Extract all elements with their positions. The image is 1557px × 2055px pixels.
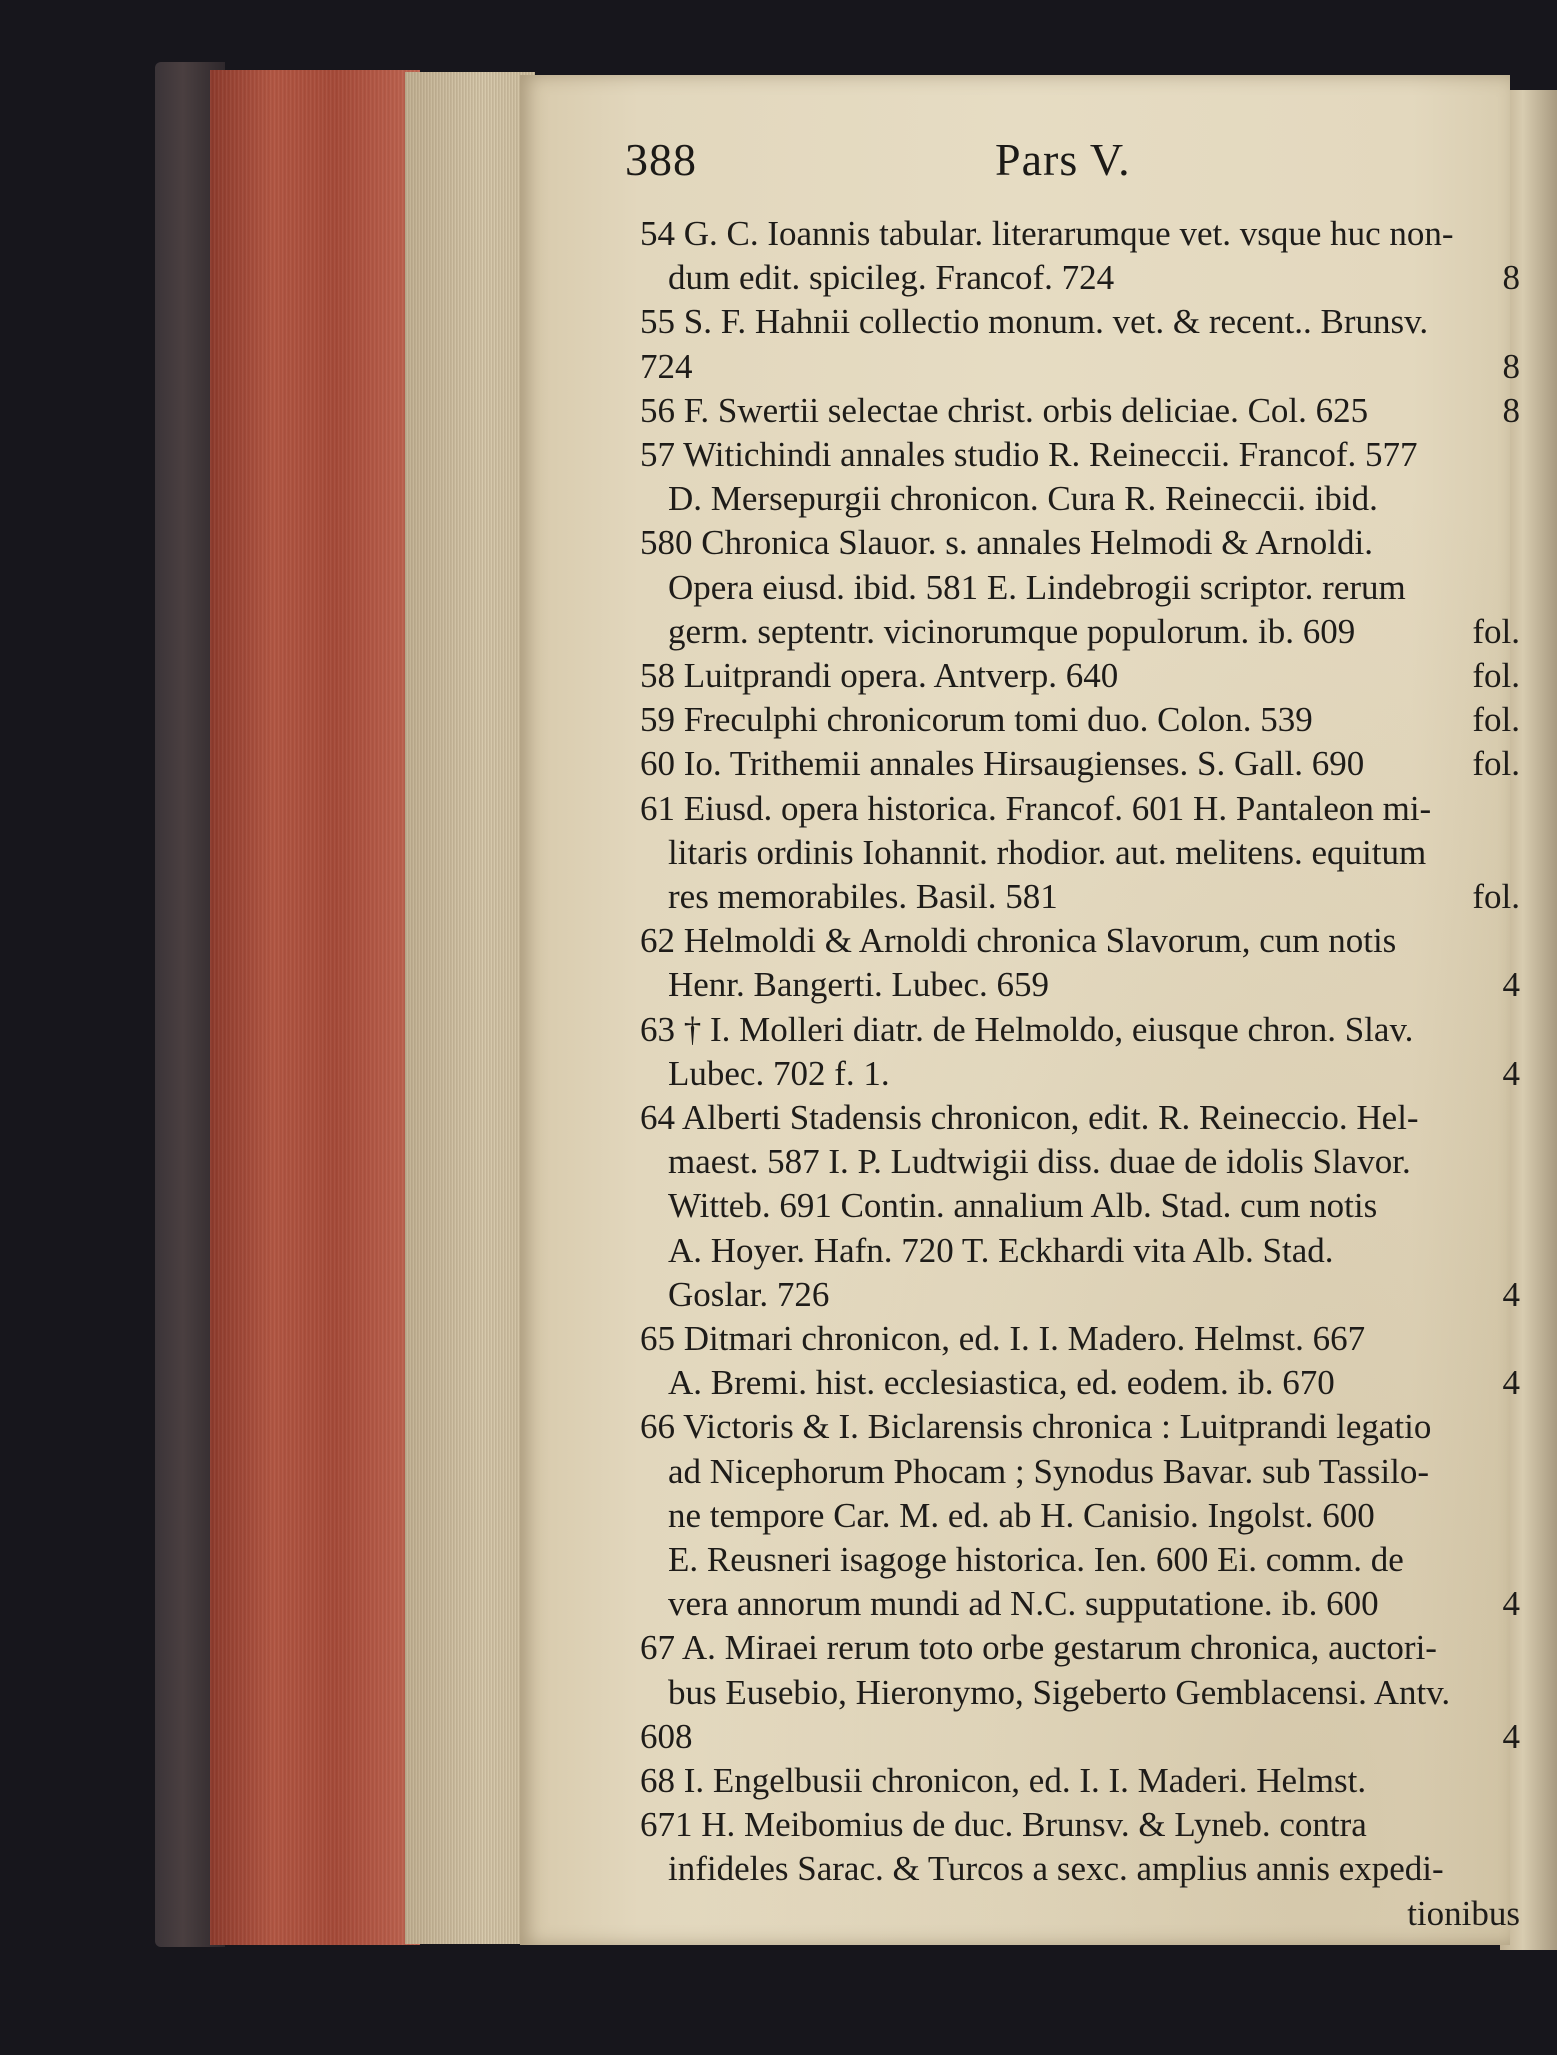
line-text: 65 Ditmari chronicon, ed. I. I. Madero. Helmst. 667 [640, 1319, 1366, 1358]
text-line [668, 1140, 1520, 1184]
text-line [668, 1229, 1520, 1273]
line-text: 60 Io. Trithemii annales Hirsaugienses. S. Gall. 690 [640, 744, 1365, 784]
line-text: A. Hoyer. Hafn. 720 T. Eckhardi vita Alb. Stad. [668, 1230, 1334, 1270]
line-text: 54 G. C. Ioannis tabular. literarumque vet. vsque huc non- [640, 214, 1454, 253]
line-text: 67 A. Miraei rerum toto orbe gestarum chronica, auctori- [640, 1628, 1437, 1668]
line-format-note: 4 [1502, 965, 1520, 1005]
line-text: 64 Alberti Stadensis chronicon, edit. R. Reineccio. Hel- [640, 1098, 1419, 1137]
line-format-note: tionibus [1407, 1893, 1520, 1933]
page-block-inner-edge [405, 72, 535, 1944]
text-line [668, 566, 1520, 610]
line-text: 66 Victoris & I. Biclarensis chronica : Luitprandi legatio [640, 1407, 1432, 1447]
text-line [668, 963, 1520, 1007]
line-format-note: 4 [1502, 1584, 1520, 1624]
text-line [640, 1008, 1520, 1052]
text-line [668, 1582, 1520, 1626]
line-text: 55 S. F. Hahnii collectio monum. vet. & recent.. Brunsv. [640, 302, 1429, 342]
text-line [668, 1052, 1520, 1096]
text-line [668, 610, 1520, 654]
line-format-note: 4 [1502, 1274, 1520, 1314]
text-line [640, 1803, 1520, 1847]
text-line [640, 742, 1520, 786]
text-line [640, 212, 1520, 256]
line-text: bus Eusebio, Hieronymo, Sigeberto Gemblacensi. Antv. [668, 1672, 1451, 1712]
text-line [668, 1538, 1520, 1582]
line-text: res memorabiles. Basil. 581 [668, 877, 1058, 916]
line-text: ad Nicephorum Phocam ; Synodus Bavar. sub Tassilo- [668, 1451, 1429, 1491]
line-format-note: 4 [1502, 1716, 1520, 1756]
text-line [640, 1405, 1520, 1449]
line-text: 62 Helmoldi & Arnoldi chronica Slavorum, cum notis [640, 921, 1397, 961]
line-text: Goslar. 726 [668, 1274, 830, 1314]
text-line [640, 300, 1520, 344]
text-line [640, 345, 1520, 389]
text-line [668, 1494, 1520, 1538]
text-line [668, 1184, 1520, 1228]
text-line [668, 477, 1520, 521]
text-line [668, 875, 1520, 919]
line-text: A. Bremi. hist. ecclesiastica, ed. eodem. ib. 670 [668, 1363, 1335, 1403]
text-line [640, 433, 1520, 477]
text-line [640, 521, 1520, 565]
line-format-note: 8 [1502, 390, 1520, 430]
text-line [640, 787, 1520, 831]
text-line [640, 1715, 1520, 1759]
line-text: 724 [640, 346, 693, 386]
line-text: Witteb. 691 Contin. annalium Alb. Stad. cum notis [668, 1186, 1378, 1226]
page-block-red-edge [210, 70, 420, 1945]
text-line [668, 831, 1520, 875]
line-text: dum edit. spicileg. Francof. 724 [668, 258, 1115, 298]
line-format-note: fol. [1472, 744, 1520, 784]
text-line [668, 1847, 1520, 1891]
line-text: Opera eiusd. ibid. 581 E. Lindebrogii scriptor. rerum [668, 567, 1406, 607]
line-text: vera annorum mundi ad N.C. supputatione. ib. 600 [668, 1584, 1379, 1624]
line-text: 56 F. Swertii selectae christ. orbis deliciae. Col. 625 [640, 390, 1369, 430]
line-format-note: fol. [1472, 611, 1520, 651]
text-line [640, 1096, 1520, 1140]
text-line [640, 389, 1520, 433]
line-text: 63 † I. Molleri diatr. de Helmoldo, eiusque chron. Slav. [640, 1009, 1414, 1049]
page-number: 388 [625, 134, 697, 185]
text-line [640, 919, 1520, 963]
line-format-note: fol. [1472, 700, 1520, 740]
line-format-note: 8 [1502, 258, 1520, 298]
line-text: infideles Sarac. & Turcos a sexc. amplius annis expedi- [668, 1849, 1444, 1889]
line-text: 61 Eiusd. opera historica. Francof. 601 H. Pantaleon mi- [640, 788, 1432, 828]
line-text: 57 Witichindi annales studio R. Reineccii. Francof. 577 [640, 435, 1418, 474]
line-text: litaris ordinis Iohannit. rhodior. aut. melitens. equitum [668, 832, 1427, 872]
line-text: Lubec. 702 f. 1. [668, 1053, 890, 1093]
line-text: Henr. Bangerti. Lubec. 659 [668, 965, 1050, 1005]
line-text: germ. septentr. vicinorumque populorum. ib. 609 [668, 611, 1356, 651]
running-head: Pars V. [995, 134, 1131, 185]
line-text: 59 Freculphi chronicorum tomi duo. Colon. 539 [640, 700, 1313, 740]
line-format-note: 8 [1502, 346, 1520, 386]
line-format-note: fol. [1472, 877, 1520, 916]
text-line [668, 1361, 1520, 1405]
text-line [668, 1892, 1520, 1936]
text-line [668, 1450, 1520, 1494]
text-line [640, 654, 1520, 698]
book-page [520, 75, 1520, 1945]
text-line [640, 698, 1520, 742]
line-format-note: 4 [1502, 1363, 1520, 1403]
text-line [668, 256, 1520, 300]
line-text: 671 H. Meibomius de duc. Brunsv. & Lyneb. contra [640, 1805, 1367, 1845]
text-line [640, 1759, 1520, 1803]
line-format-note: fol. [1472, 656, 1520, 695]
line-text: maest. 587 I. P. Ludtwigii diss. duae de idolis Slavor. [668, 1142, 1411, 1182]
text-line [668, 1273, 1520, 1317]
text-line [668, 1671, 1520, 1715]
line-text: E. Reusneri isagoge historica. Ien. 600 Ei. comm. de [668, 1540, 1404, 1579]
line-text: 608 [640, 1716, 693, 1756]
text-line [640, 1317, 1520, 1361]
line-text: ne tempore Car. M. ed. ab H. Canisio. Ingolst. 600 [668, 1495, 1375, 1535]
line-text: 58 Luitprandi opera. Antverp. 640 [640, 656, 1119, 695]
line-text: 68 I. Engelbusii chronicon, ed. I. I. Maderi. Helmst. [640, 1761, 1367, 1800]
line-text: D. Mersepurgii chronicon. Cura R. Reineccii. ibid. [668, 479, 1378, 519]
line-text: 580 Chronica Slauor. s. annales Helmodi & Arnoldi. [640, 523, 1373, 563]
line-format-note: 4 [1502, 1053, 1520, 1093]
text-line [640, 1626, 1520, 1670]
